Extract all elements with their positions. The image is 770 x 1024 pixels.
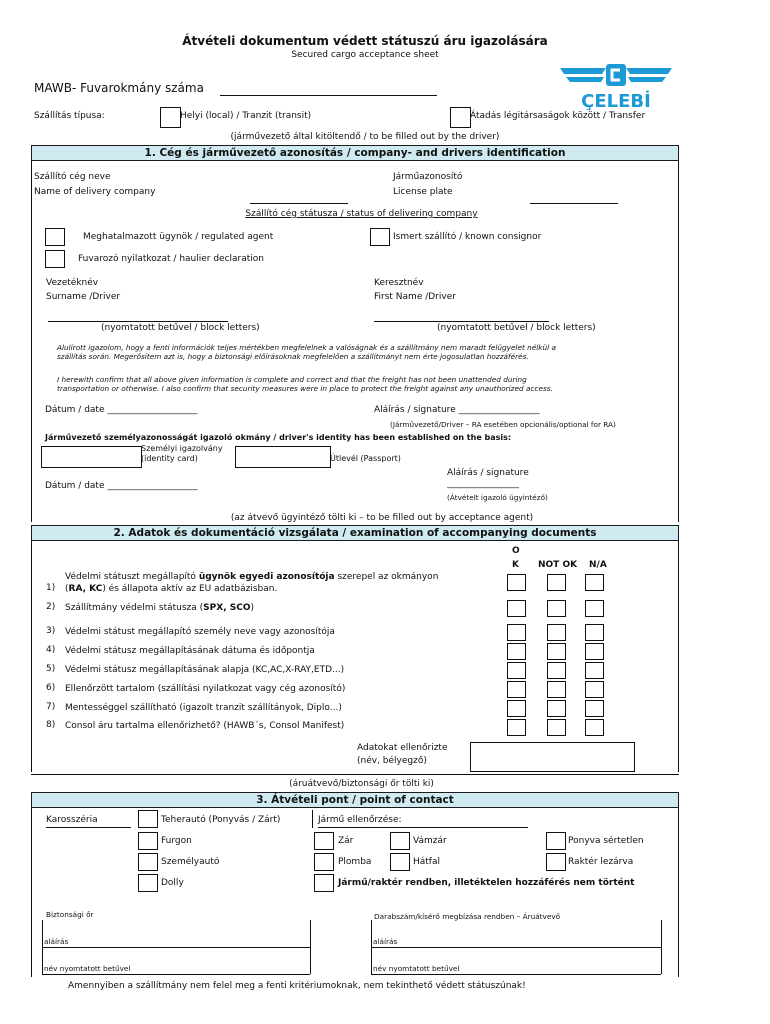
local-transit-label: Helyi (local) / Tranzit (transit) xyxy=(180,111,312,121)
check-item-5-number: 5) xyxy=(46,664,56,674)
check-item-8-number: 8) xyxy=(46,720,56,730)
checked-by-box[interactable] xyxy=(470,742,635,772)
driver-fill-note: (járművezető által kitöltendő / to be filled out by the driver) xyxy=(230,132,500,142)
license-plate-label: License plate xyxy=(393,187,453,197)
company-name-input[interactable] xyxy=(250,203,348,204)
item-5-ok-checkbox[interactable] xyxy=(507,662,526,679)
check-item-7-text: Mentességgel szállítható (igazolt tranzit szállítányok, Diplo...) xyxy=(65,703,342,713)
receiver-box-right xyxy=(661,920,662,974)
item-3-ok-checkbox[interactable] xyxy=(507,624,526,641)
driver-signature-note: (Járművezető/Driver – RA esetében opcionális/optional for RA) xyxy=(390,420,616,429)
vehicle-id-label: Járműazonosító xyxy=(393,172,463,182)
check-item-1-line2: (RA, KC) és állapota aktív az EU adatbázisban. xyxy=(65,584,278,594)
guard-signature-line[interactable] xyxy=(42,947,310,948)
seal-checkbox[interactable] xyxy=(314,853,334,871)
tarp-damage-label: Ponyva sértetlen xyxy=(568,836,644,846)
checked-by-label-2: (név, bélyegző) xyxy=(357,756,427,766)
check-item-6-number: 6) xyxy=(46,683,56,693)
section-2-fill-note: (az átvevő ügyintéző tölti ki – to be filled out by acceptance agent) xyxy=(230,513,534,523)
check-item-7-number: 7) xyxy=(46,702,56,712)
identity-card-box[interactable] xyxy=(41,446,142,468)
vehicle-check-label: Jármű ellenőrzése: xyxy=(318,815,402,825)
section-3-right-border xyxy=(678,807,679,977)
company-status-heading: Szállító cég státusza / status of delivering company xyxy=(245,209,478,219)
van-checkbox[interactable] xyxy=(138,832,158,850)
regulated-agent-label: Meghatalmazott ügynök / regulated agent xyxy=(83,232,274,242)
truck-label: Teherautó (Ponyvás / Zárt) xyxy=(161,815,281,825)
checked-by-label: Adatokat ellenőrizte xyxy=(357,743,448,753)
check-item-2-text: Szállítmány védelmi státusza (SPX, SCO) xyxy=(65,603,254,613)
item-2-ok-checkbox[interactable] xyxy=(507,600,526,617)
item-2-na-checkbox[interactable] xyxy=(585,600,604,617)
vehicle-ok-checkbox[interactable] xyxy=(314,874,334,892)
item-7-na-checkbox[interactable] xyxy=(585,700,604,717)
item-8-ok-checkbox[interactable] xyxy=(507,719,526,736)
item-1-na-checkbox[interactable] xyxy=(585,574,604,591)
agent-signature-label: Aláírás / signature xyxy=(447,468,529,478)
check-item-3-text: Védelmi státust megállapító személy neve vagy azonosítója xyxy=(65,627,335,637)
identity-card-label-en: (identity card) xyxy=(141,454,198,463)
body-type-label: Karosszéria xyxy=(46,815,98,825)
license-plate-input[interactable] xyxy=(530,203,618,204)
celebi-logo xyxy=(556,62,676,110)
seal-label: Plomba xyxy=(338,857,372,867)
item-4-not-ok-checkbox[interactable] xyxy=(547,643,566,660)
known-consignor-checkbox[interactable] xyxy=(370,228,390,246)
agent-signature-input[interactable]: ________________ xyxy=(447,479,519,489)
item-6-na-checkbox[interactable] xyxy=(585,681,604,698)
item-3-not-ok-checkbox[interactable] xyxy=(547,624,566,641)
haulier-declaration-checkbox[interactable] xyxy=(45,250,65,268)
truck-checkbox[interactable] xyxy=(138,810,158,828)
rear-checkbox[interactable] xyxy=(390,853,410,871)
mawb-input-line[interactable] xyxy=(220,95,437,96)
guard-signature-label: aláírás xyxy=(44,937,69,946)
customs-seal-label: Vámzár xyxy=(413,836,447,846)
local-transit-checkbox[interactable] xyxy=(160,107,181,128)
item-5-na-checkbox[interactable] xyxy=(585,662,604,679)
car-label: Személyautó xyxy=(161,857,220,867)
declaration-hu-line2: szállítás során. Megerősítem azt is, hogy a biztonsági előírásoknak megfelelően a szállítmányt nem érte jogosulatlan hozzáférés. xyxy=(57,352,529,361)
agent-note: (Átvételt igazoló ügyintéző) xyxy=(447,493,548,502)
check-item-4-text: Védelmi státusz megállapításának dátuma és időpontja xyxy=(65,646,315,656)
lock-checkbox[interactable] xyxy=(314,832,334,850)
item-2-not-ok-checkbox[interactable] xyxy=(547,600,566,617)
lock-label: Zár xyxy=(338,836,354,846)
check-item-1-line1: Védelmi státuszt megállapító ügynök egyedi azonosítója szerepel az okmányon xyxy=(65,572,439,582)
guard-name-label: név nyomtatott betűvel xyxy=(44,964,131,973)
mawb-label: MAWB- Fuvarokmány száma xyxy=(34,81,204,95)
block-letters-note-left: (nyomtatott betűvel / block letters) xyxy=(101,323,260,333)
check-item-1-number: 1) xyxy=(46,583,56,593)
cargo-closed-label: Raktér lezárva xyxy=(568,857,634,867)
svg-text:ÇELEBİ: ÇELEBİ xyxy=(581,91,651,110)
item-4-ok-checkbox[interactable] xyxy=(507,643,526,660)
declaration-hu-line1: Alulírott igazolom, hogy a fenti információk teljes mértékben megfelelnek a valóságnak és a szállítmány nem maradt felügyelet nélkül a xyxy=(57,343,556,352)
transfer-checkbox[interactable] xyxy=(450,107,471,128)
date-field-1[interactable]: Dátum / date ____________________ xyxy=(45,405,198,415)
vehicle-ok-label: Jármű/raktér rendben, illetéktelen hozzáférés nem történt xyxy=(338,878,635,888)
item-3-na-checkbox[interactable] xyxy=(585,624,604,641)
shipping-type-label: Szállítás típusa: xyxy=(34,111,105,121)
check-item-3-number: 3) xyxy=(46,626,56,636)
document-title: Átvételi dokumentum védett státuszú áru igazolására xyxy=(182,34,548,48)
check-item-4-number: 4) xyxy=(46,645,56,655)
guard-box-right xyxy=(310,920,311,974)
col-not-ok-header: NOT OK xyxy=(538,560,578,570)
section-3-title: 3. Átvételi pont / point of contact xyxy=(31,792,679,808)
item-1-not-ok-checkbox[interactable] xyxy=(547,574,566,591)
identity-card-label: Személyi igazolvány xyxy=(141,444,223,453)
firstname-input[interactable] xyxy=(374,321,549,322)
haulier-declaration-label: Fuvarozó nyilatkozat / haulier declaration xyxy=(78,254,265,264)
surname-input[interactable] xyxy=(48,321,228,322)
rear-label: Hátfal xyxy=(413,857,440,867)
van-label: Furgon xyxy=(161,836,192,846)
dolly-label: Dolly xyxy=(161,878,184,888)
document-subtitle: Secured cargo acceptance sheet xyxy=(291,50,439,60)
item-7-ok-checkbox[interactable] xyxy=(507,700,526,717)
firstname-label-en: First Name /Driver xyxy=(374,292,456,302)
transfer-label: Átadás légitársaságok között / Transfer xyxy=(470,111,646,121)
cargo-closed-checkbox[interactable] xyxy=(546,853,566,871)
check-item-6-text: Ellenőrzött tartalom (szállítási nyilatkozat vagy cég azonosító) xyxy=(65,684,346,694)
tarp-damage-checkbox[interactable] xyxy=(546,832,566,850)
receiver-name-line[interactable] xyxy=(371,974,661,975)
car-checkbox[interactable] xyxy=(138,853,158,871)
block-letters-note-right: (nyomtatott betűvel / block letters) xyxy=(437,323,596,333)
item-7-not-ok-checkbox[interactable] xyxy=(547,700,566,717)
section-2-left-border xyxy=(31,540,32,772)
receiver-signature-label: aláírás xyxy=(373,937,398,946)
receiver-name-label: név nyomtatott betűvel xyxy=(373,964,460,973)
section-3-left-border xyxy=(31,807,32,977)
declaration-en-line2: transportation or otherwise. I also confirm that security measures were in place to protect the freight against any unauthorized access. xyxy=(57,384,553,393)
receiver-signature-line[interactable] xyxy=(371,947,661,948)
driver-signature-field[interactable]: Aláírás / signature __________________ xyxy=(374,405,540,415)
company-name-label-en: Name of delivery company xyxy=(34,187,156,197)
passport-label: Útlevél (Passport) xyxy=(330,454,401,463)
section-1-title: 1. Cég és járművezető azonosítás / company- and drivers identification xyxy=(31,145,679,161)
section-2-title: 2. Adatok és dokumentáció vizsgálata / examination of accompanying documents xyxy=(31,525,679,541)
section-3-top-divider xyxy=(31,774,679,775)
check-item-8-text: Consol áru tartalma ellenőrizhető? (HAWB´s, Consol Manifest) xyxy=(65,721,345,731)
check-item-2-number: 2) xyxy=(46,602,56,612)
item-4-na-checkbox[interactable] xyxy=(585,643,604,660)
identity-basis-label: Járművezető személyazonosságát igazoló okmány / driver's identity has been established on the basis: xyxy=(45,433,512,442)
item-8-not-ok-checkbox[interactable] xyxy=(547,719,566,736)
regulated-agent-checkbox[interactable] xyxy=(45,228,65,246)
guard-name-line[interactable] xyxy=(42,974,310,975)
vehicle-check-underline xyxy=(318,827,528,828)
col-ok-header-2: K xyxy=(512,560,519,570)
item-8-na-checkbox[interactable] xyxy=(585,719,604,736)
col-na-header: N/A xyxy=(589,560,607,570)
count-check-label: Darabszám/kísérő megbízása rendben – Áruátvevő xyxy=(374,912,561,921)
item-5-not-ok-checkbox[interactable] xyxy=(547,662,566,679)
section-3-fill-note: (áruátvevő/biztonsági őr tölti ki) xyxy=(289,779,434,789)
customs-seal-checkbox[interactable] xyxy=(390,832,410,850)
section-2-right-border xyxy=(678,540,679,772)
dolly-checkbox[interactable] xyxy=(138,874,158,892)
footer-note: Amennyiben a szállítmány nem felel meg a fenti kritériumoknak, nem tekinthető védett státuszúnak! xyxy=(68,981,526,991)
known-consignor-label: Ismert szállító / known consignor xyxy=(393,232,542,242)
item-1-ok-checkbox[interactable] xyxy=(507,574,526,591)
col-ok-header-1: O xyxy=(512,546,520,556)
surname-label-en: Surname /Driver xyxy=(46,292,121,302)
declaration-en-line1: I herewith confirm that all above given information is complete and correct and that the freight has not been unattended during xyxy=(57,375,527,384)
item-6-not-ok-checkbox[interactable] xyxy=(547,681,566,698)
date-field-2[interactable]: Dátum / date ____________________ xyxy=(45,481,198,491)
item-6-ok-checkbox[interactable] xyxy=(507,681,526,698)
passport-box[interactable] xyxy=(235,446,331,468)
surname-label: Vezetéknév xyxy=(46,278,99,288)
guard-label: Biztonsági őr xyxy=(46,910,94,919)
check-item-5-text: Védelmi státusz megállapításának alapja (KC,AC,X-RAY,ETD...) xyxy=(65,665,345,675)
body-type-underline xyxy=(46,827,131,828)
company-name-label: Szállító cég neve xyxy=(34,172,111,182)
firstname-label: Keresztnév xyxy=(374,278,424,288)
section-3-column-divider xyxy=(312,810,313,828)
